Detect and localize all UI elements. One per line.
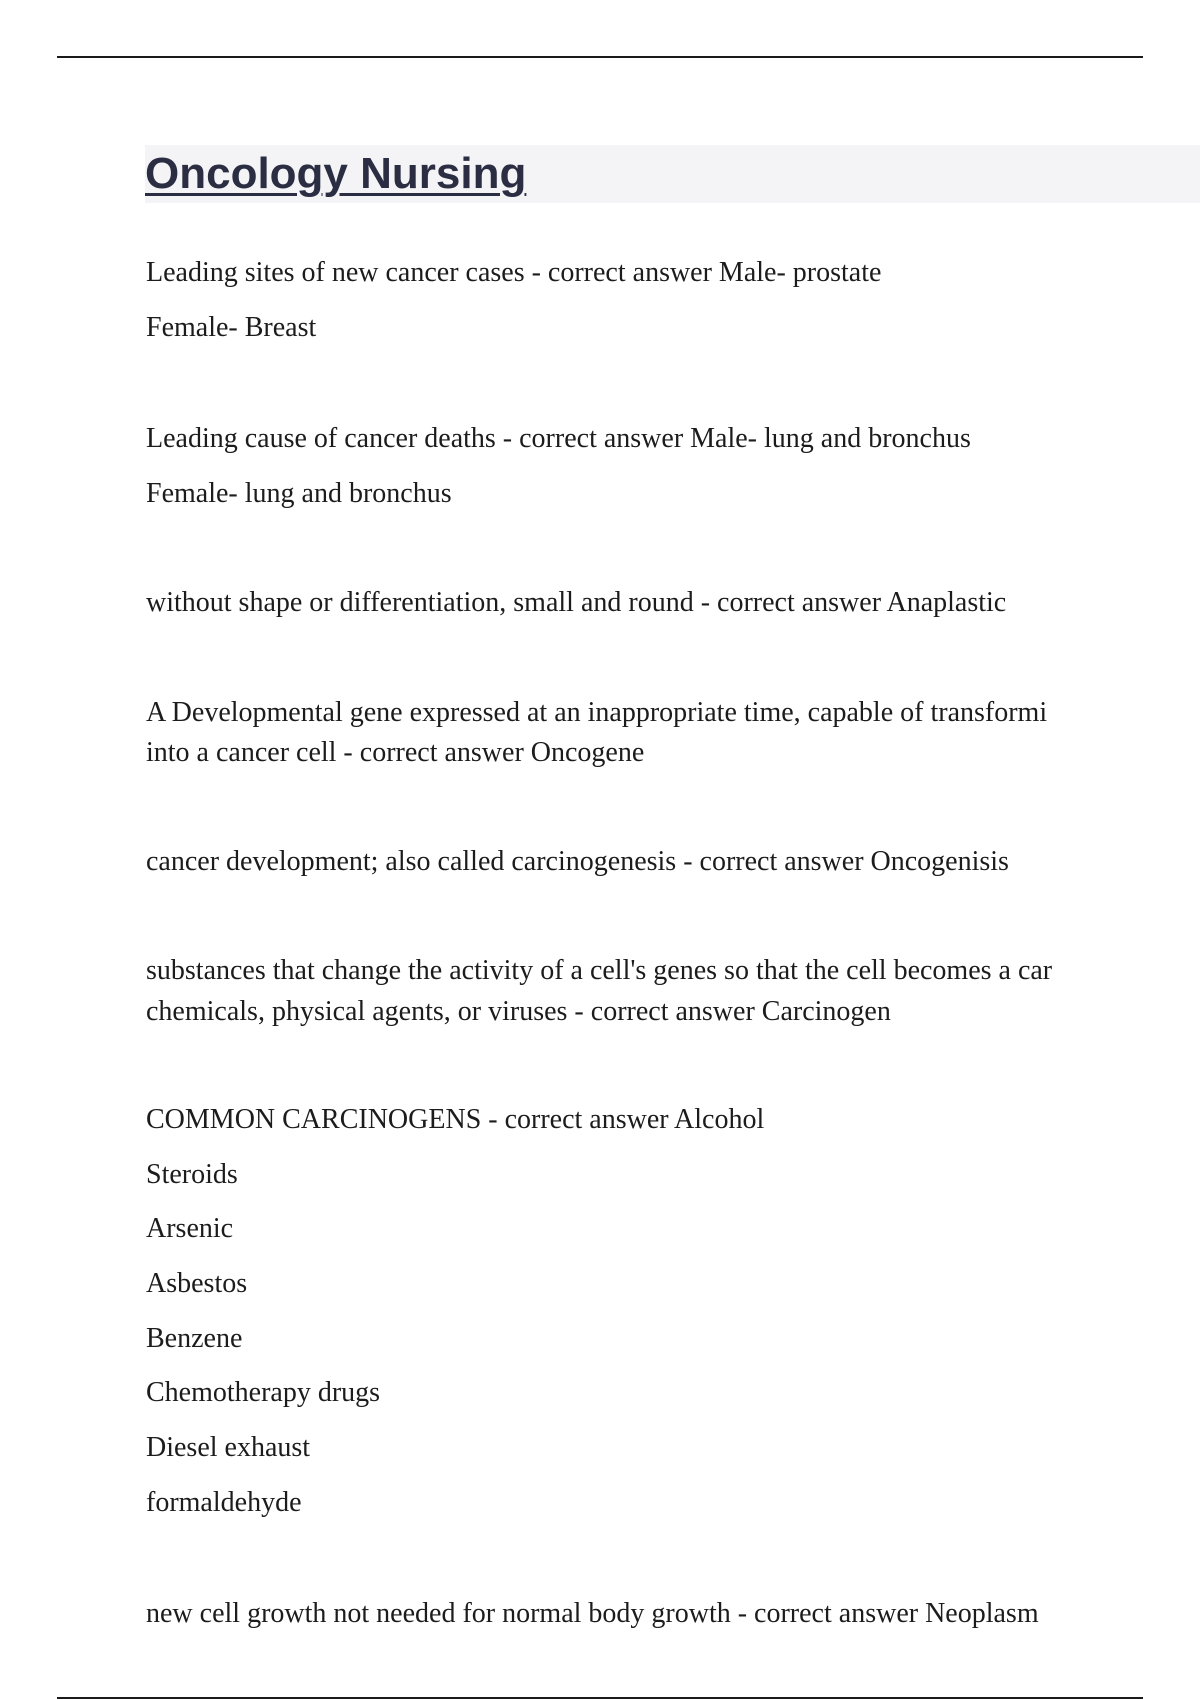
line-leading-deaths-female: Female- lung and bronchus [146, 478, 452, 509]
list-item-chemotherapy-drugs: Chemotherapy drugs [146, 1377, 381, 1408]
line-carcinogen-part2: chemicals, physical agents, or viruses - correct answer Carcinogen [146, 996, 891, 1027]
line-oncogenisis: cancer development; also called carcinogenesis - correct answer Oncogenisis [146, 846, 1009, 877]
line-oncogene-part2: into a cancer cell - correct answer Oncogene [146, 737, 645, 768]
line-neoplasm: new cell growth not needed for normal body growth - correct answer Neoplasm [146, 1598, 1039, 1629]
list-item-diesel-exhaust: Diesel exhaust [146, 1432, 311, 1463]
line-carcinogen-part1: substances that change the activity of a cell's genes so that the cell becomes a car [146, 955, 1053, 986]
page-title: Oncology Nursing [145, 149, 527, 198]
bottom-divider [57, 1697, 1143, 1699]
list-item-arsenic: Arsenic [146, 1213, 234, 1244]
list-item-formaldehyde: formaldehyde [146, 1487, 302, 1518]
line-leading-sites-female: Female- Breast [146, 312, 317, 343]
line-anaplastic: without shape or differentiation, small and round - correct answer Anaplastic [146, 587, 1007, 618]
line-oncogene-part1: A Developmental gene expressed at an inappropriate time, capable of transformi [146, 697, 1048, 728]
list-item-steroids: Steroids [146, 1159, 238, 1190]
line-leading-deaths-question: Leading cause of cancer deaths - correct answer Male- lung and bronchus [146, 423, 971, 454]
line-leading-sites-question: Leading sites of new cancer cases - correct answer Male- prostate [146, 257, 882, 288]
list-item-benzene: Benzene [146, 1323, 243, 1354]
list-item-asbestos: Asbestos [146, 1268, 248, 1299]
top-divider [57, 56, 1143, 58]
line-common-carcinogens: COMMON CARCINOGENS - correct answer Alcohol [146, 1104, 765, 1135]
